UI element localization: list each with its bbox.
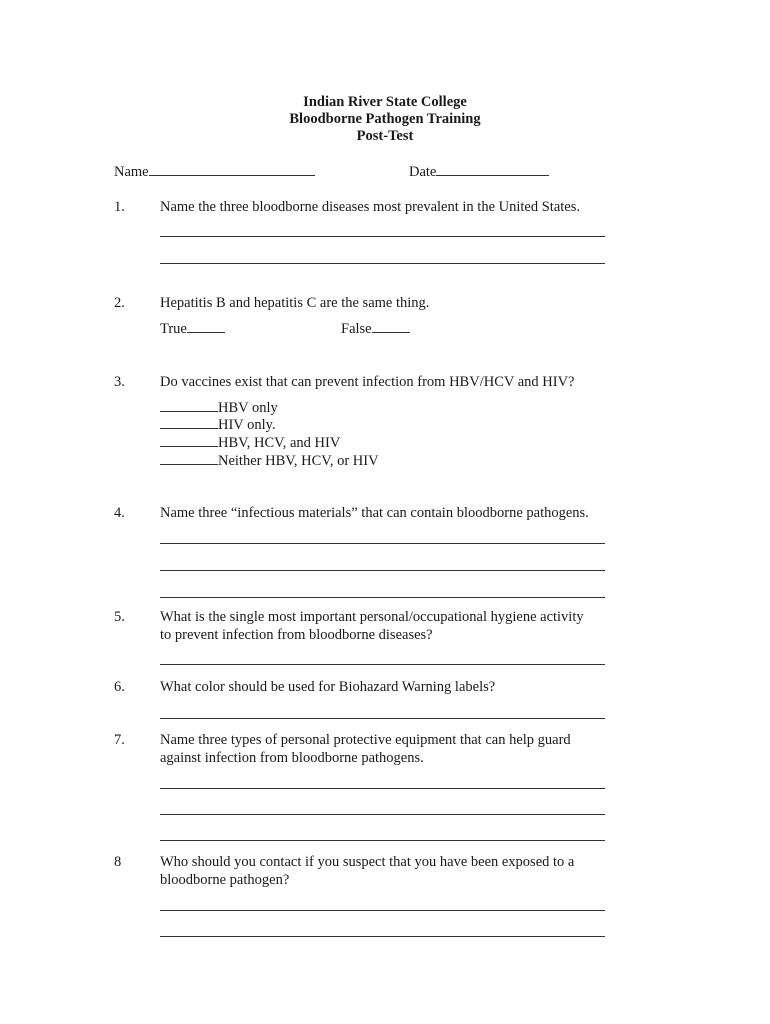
answer-line[interactable] (160, 814, 605, 815)
answer-line[interactable] (160, 718, 605, 719)
question-6-text: What color should be used for Biohazard Warning labels? (160, 679, 496, 695)
question-7-text-cont: against infection from bloodborne pathogens. (160, 750, 424, 766)
date-field[interactable] (409, 163, 549, 181)
date-label: Date (409, 164, 437, 180)
question-4-number: 4. (114, 505, 125, 521)
answer-line[interactable] (160, 664, 605, 665)
question-1-text: Name the three bloodborne diseases most prevalent in the United States. (160, 199, 580, 215)
question-2-number: 2. (114, 295, 125, 311)
answer-line[interactable] (160, 236, 605, 237)
college-title: Indian River State College (303, 94, 467, 110)
answer-line[interactable] (160, 788, 605, 789)
answer-line[interactable] (160, 910, 605, 911)
question-8-number: 8 (114, 854, 122, 870)
question-4-text: Name three “infectious materials” that can contain bloodborne pathogens. (160, 505, 589, 521)
answer-line[interactable] (160, 263, 605, 264)
option-label: HBV, HCV, and HIV (218, 435, 341, 451)
question-7-number: 7. (114, 732, 125, 748)
option-blank[interactable] (160, 434, 218, 447)
vaccine-option[interactable] (160, 434, 340, 452)
option-label: HIV only. (218, 417, 276, 433)
answer-line[interactable] (160, 936, 605, 937)
question-5-number: 5. (114, 609, 125, 625)
option-blank[interactable] (160, 399, 218, 412)
answer-line[interactable] (160, 597, 605, 598)
question-2-text: Hepatitis B and hepatitis C are the same thing. (160, 295, 430, 311)
vaccine-option[interactable] (160, 399, 278, 417)
question-3-text: Do vaccines exist that can prevent infection from HBV/HCV and HIV? (160, 374, 575, 390)
answer-line[interactable] (160, 543, 605, 544)
answer-line[interactable] (160, 840, 605, 841)
option-blank[interactable] (160, 416, 218, 429)
name-field[interactable] (114, 163, 315, 181)
option-label: HBV only (218, 400, 278, 416)
vaccine-option[interactable] (160, 416, 276, 434)
false-label: False (341, 321, 372, 337)
question-8-text: Who should you contact if you suspect that you have been exposed to a (160, 854, 575, 870)
question-5-text: What is the single most important personal/occupational hygiene activity (160, 609, 584, 625)
question-8-text-cont: bloodborne pathogen? (160, 872, 290, 888)
option-blank[interactable] (160, 452, 218, 465)
false-option[interactable] (341, 320, 410, 338)
training-title: Bloodborne Pathogen Training (289, 111, 481, 127)
question-7-text: Name three types of personal protective equipment that can help guard (160, 732, 571, 748)
name-label: Name (114, 164, 149, 180)
true-label: True (160, 321, 187, 337)
question-5-text-cont: to prevent infection from bloodborne diseases? (160, 627, 433, 643)
question-1-number: 1. (114, 199, 125, 215)
date-blank[interactable] (436, 163, 549, 176)
false-blank[interactable] (372, 320, 410, 333)
vaccine-option[interactable] (160, 452, 379, 470)
test-title: Post-Test (356, 128, 414, 144)
question-6-number: 6. (114, 679, 125, 695)
option-label: Neither HBV, HCV, or HIV (218, 453, 379, 469)
question-3-number: 3. (114, 374, 125, 390)
answer-line[interactable] (160, 570, 605, 571)
true-blank[interactable] (187, 320, 225, 333)
name-blank[interactable] (149, 163, 315, 176)
true-option[interactable] (160, 320, 225, 338)
